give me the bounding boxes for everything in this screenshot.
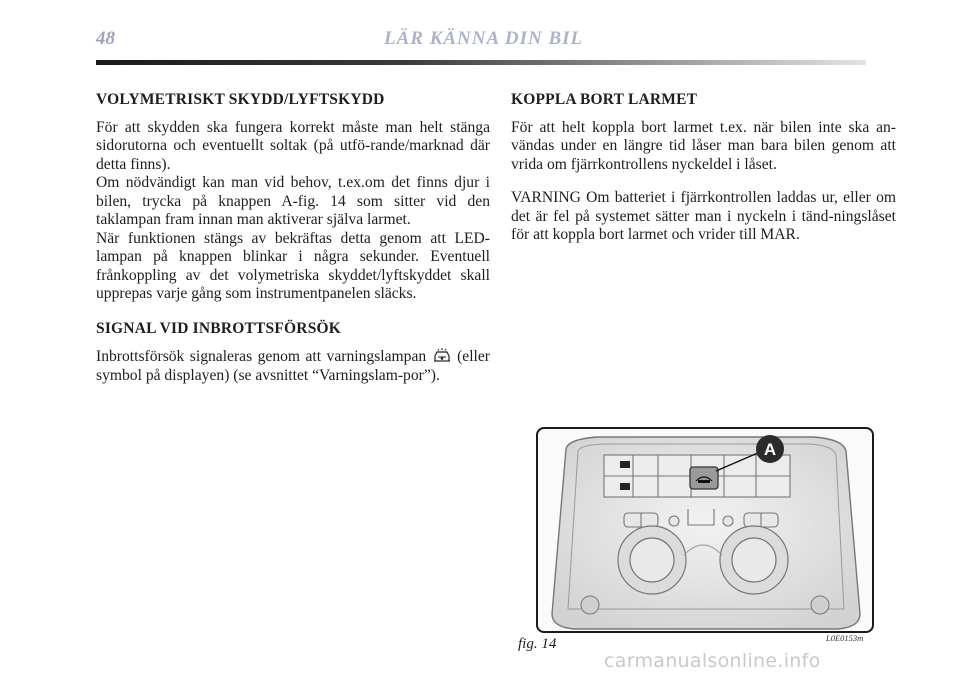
left-column [96,91,490,385]
paragraph: För att helt koppla bort larmet t.ex. när bilen inte ska an-vändas under en längre tid låser man bara bilen genom att vrida om fjärrkontrollens nyckeldel i låset. [511,118,896,173]
paragraph: När funktionen stängs av bekräftas detta genom att LED-lampan på knappen blinkar i några sekunder. Eventuell frånkoppling av det volymetriska skyddet/lyftskyddet skall upprepas varje gång som instrumentpanelen släcks. [96,229,490,302]
watermark: carmanualsonline.info [604,650,821,672]
paragraph-signal [96,347,490,385]
paragraph-warning: VARNING Om batteriet i fjärrkontrollen laddas ur, eller om det är fel på systemet sätter man i nyckeln i tänd-ningslåset för att koppla bort larmet och vrider till MAR. [511,189,896,243]
right-column [511,91,896,245]
paragraph: För att skydden ska fungera korrekt måste man helt stänga sidorutorna och eventuellt soltak (på utfö-rande/marknad där detta finns). [96,118,490,173]
page-number: 48 [96,28,115,49]
figure-code: L0E0153m [826,633,864,643]
section-heading-disable: KOPPLA BORT LARMET [511,91,698,108]
paragraph-text: (eller symbol på displayen) (se avsnittet “Varningslam-por”). [96,348,491,384]
section-heading-signal: SIGNAL VID INBROTTSFÖRSÖK [96,319,342,337]
roof-console-illustration [538,429,872,631]
section-heading-volumetric: VOLYMETRISKT SKYDD/LYFTSKYDD [96,91,385,108]
paragraph-text: Inbrottsförsök signaleras genom att varningslampan [96,348,427,365]
paragraph: Om nödvändigt kan man vid behov, t.ex.om det finns djur i bilen, trycka på knappen A-fig. 14 som sitter vid den taklampan fram innan man aktiverar själva larmet. [96,174,490,228]
callout-label-a: A [763,440,777,459]
header-title: LÄR KÄNNA DIN BIL [384,28,584,49]
figure-roof-console [536,427,874,633]
figure-caption: fig. 14 [518,636,557,652]
header-rule [96,60,866,65]
alarm-warning-car-icon [432,347,452,363]
